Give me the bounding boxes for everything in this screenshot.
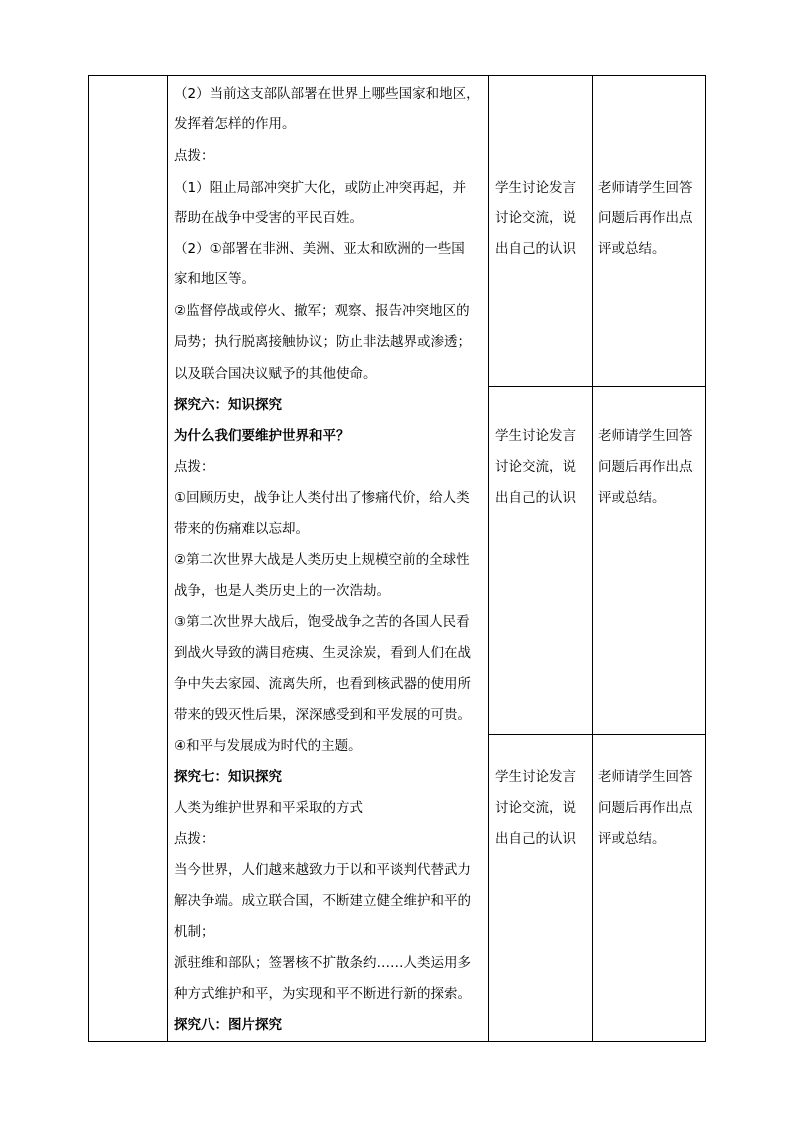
column-divider xyxy=(167,75,168,1042)
content-line: 带来的伤痛难以忘却。 xyxy=(174,521,309,537)
teacher-activity-line: 评或总结。 xyxy=(598,241,666,257)
content-line: 点拨： xyxy=(174,831,215,847)
content-line: ①回顾历史，战争让人类付出了惨痛代价，给人类 xyxy=(174,490,470,506)
content-line: 派驻维和部队；签署核不扩散条约……人类运用多 xyxy=(174,955,471,971)
content-line: 种方式维护和平，为实现和平不断进行新的探索。 xyxy=(174,986,471,1002)
content-line: 战争，也是人类历史上的一次浩劫。 xyxy=(174,583,390,599)
column-divider xyxy=(488,75,489,1042)
student-activity-line: 讨论交流，说 xyxy=(495,459,576,475)
section-heading: 探究八：图片探究 xyxy=(174,1017,282,1033)
content-line: 点拨： xyxy=(174,148,215,164)
section-question: 为什么我们要维护世界和平？ xyxy=(174,428,350,444)
teacher-activity-line: 老师请学生回答 xyxy=(598,769,693,785)
student-activity-line: 出自己的认识 xyxy=(495,490,576,506)
section-heading: 探究六：知识探究 xyxy=(174,397,282,413)
row-divider xyxy=(488,386,706,387)
content-line: 争中失去家园、流离失所，也看到核武器的使用所 xyxy=(174,676,471,692)
content-line: 以及联合国决议赋予的其他使命。 xyxy=(174,366,377,382)
student-activity-line: 讨论交流，说 xyxy=(495,800,576,816)
teacher-activity-line: 问题后再作出点 xyxy=(598,210,693,226)
content-line: ④和平与发展成为时代的主题。 xyxy=(174,738,362,754)
section-heading: 探究七：知识探究 xyxy=(174,769,282,785)
content-line: 带来的毁灭性后果，深深感受到和平发展的可贵。 xyxy=(174,707,471,723)
content-line: 人类为维护世界和平采取的方式 xyxy=(174,800,363,816)
teacher-activity-line: 问题后再作出点 xyxy=(598,459,693,475)
content-line: ②监督停战或停火、撤军；观察、报告冲突地区的 xyxy=(174,303,470,319)
student-activity-line: 学生讨论发言 xyxy=(495,428,576,444)
teacher-activity-line: 老师请学生回答 xyxy=(598,428,693,444)
student-activity-line: 出自己的认识 xyxy=(495,831,576,847)
row-divider xyxy=(488,734,706,735)
content-line: （2）当前这支部队部署在世界上哪些国家和地区， xyxy=(174,86,480,102)
column-divider xyxy=(592,75,593,1042)
content-line: 家和地区等。 xyxy=(174,271,255,287)
content-line: 发挥着怎样的作用。 xyxy=(174,116,296,132)
content-line: 当今世界，人们越来越致力于以和平谈判代替武力 xyxy=(174,862,471,878)
content-line: 帮助在战争中受害的平民百姓。 xyxy=(174,210,363,226)
student-activity-line: 学生讨论发言 xyxy=(495,769,576,785)
teacher-activity-line: 问题后再作出点 xyxy=(598,800,693,816)
content-line: 解决争端。成立联合国，不断建立健全维护和平的 xyxy=(174,893,471,909)
content-line: （2）①部署在非洲、美洲、亚太和欧洲的一些国 xyxy=(174,241,465,257)
student-activity-line: 学生讨论发言 xyxy=(495,180,576,196)
content-line: 点拨： xyxy=(174,459,215,475)
teacher-activity-line: 评或总结。 xyxy=(598,490,666,506)
student-activity-line: 讨论交流，说 xyxy=(495,210,576,226)
content-line: 局势；执行脱离接触协议；防止非法越界或渗透； xyxy=(174,334,471,350)
teacher-activity-line: 老师请学生回答 xyxy=(598,180,693,196)
content-line: ②第二次世界大战是人类历史上规模空前的全球性 xyxy=(174,552,470,568)
student-activity-line: 出自己的认识 xyxy=(495,241,576,257)
teacher-activity-line: 评或总结。 xyxy=(598,831,666,847)
content-line: ③第二次世界大战后，饱受战争之苦的各国人民看 xyxy=(174,614,470,630)
content-line: （1）阻止局部冲突扩大化，或防止冲突再起，并 xyxy=(174,180,467,196)
content-line: 到战火导致的满目疮痍、生灵涂炭，看到人们在战 xyxy=(174,645,471,661)
content-line: 机制； xyxy=(174,924,215,940)
